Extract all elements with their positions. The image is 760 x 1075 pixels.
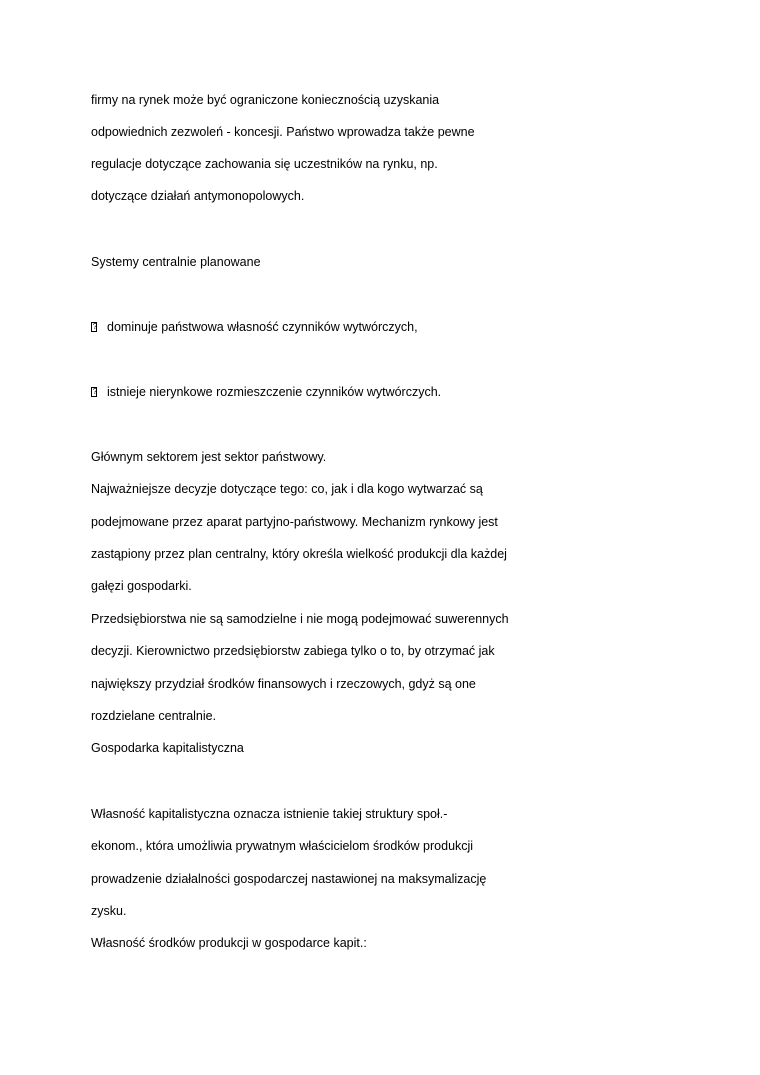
- text-line: odpowiednich zezwoleń - koncesji. Państwo wprowadza także pewne: [91, 125, 475, 139]
- text-line: firmy na rynek może być ograniczone koniecznością uzyskania: [91, 93, 440, 107]
- bullet-item: [91, 384, 441, 400]
- missing-glyph-bullet-icon: [91, 387, 97, 397]
- text-line: decyzji. Kierownictwo przedsiębiorstw zabiega tylko o to, by otrzymać jak: [91, 644, 495, 658]
- text-line: rozdzielane centralnie.: [91, 709, 217, 723]
- text-line: Własność kapitalistyczna oznacza istnienie takiej struktury społ.-: [91, 807, 448, 821]
- text-line: zysku.: [91, 904, 127, 918]
- bullet-text: dominuje państwowa własność czynników wytwórczych,: [107, 320, 418, 334]
- bullet-text: istnieje nierynkowe rozmieszczenie czynników wytwórczych.: [107, 385, 442, 399]
- text-line: Przedsiębiorstwa nie są samodzielne i nie mogą podejmować suwerennych: [91, 612, 509, 626]
- text-line: ekonom., która umożliwia prywatnym właścicielom środków produkcji: [91, 839, 474, 853]
- missing-glyph-bullet-icon: [91, 322, 97, 332]
- text-line: Własność środków produkcji w gospodarce kapit.:: [91, 936, 367, 950]
- text-line: regulacje dotyczące zachowania się uczestników na rynku, np.: [91, 157, 438, 171]
- bullet-item: [91, 319, 418, 335]
- text-line: Najważniejsze decyzje dotyczące tego: co, jak i dla kogo wytwarzać są: [91, 482, 483, 496]
- section-heading: Gospodarka kapitalistyczna: [91, 741, 244, 755]
- text-line: gałęzi gospodarki.: [91, 579, 192, 593]
- section-heading: Systemy centralnie planowane: [91, 255, 261, 269]
- text-line: zastąpiony przez plan centralny, który określa wielkość produkcji dla każdej: [91, 547, 507, 561]
- text-line: podejmowane przez aparat partyjno-państwowy. Mechanizm rynkowy jest: [91, 515, 498, 529]
- text-line: prowadzenie działalności gospodarczej nastawionej na maksymalizację: [91, 872, 487, 886]
- text-line: największy przydział środków finansowych i rzeczowych, gdyż są one: [91, 677, 476, 691]
- text-line: dotyczące działań antymonopolowych.: [91, 189, 305, 203]
- text-line: Głównym sektorem jest sektor państwowy.: [91, 450, 327, 464]
